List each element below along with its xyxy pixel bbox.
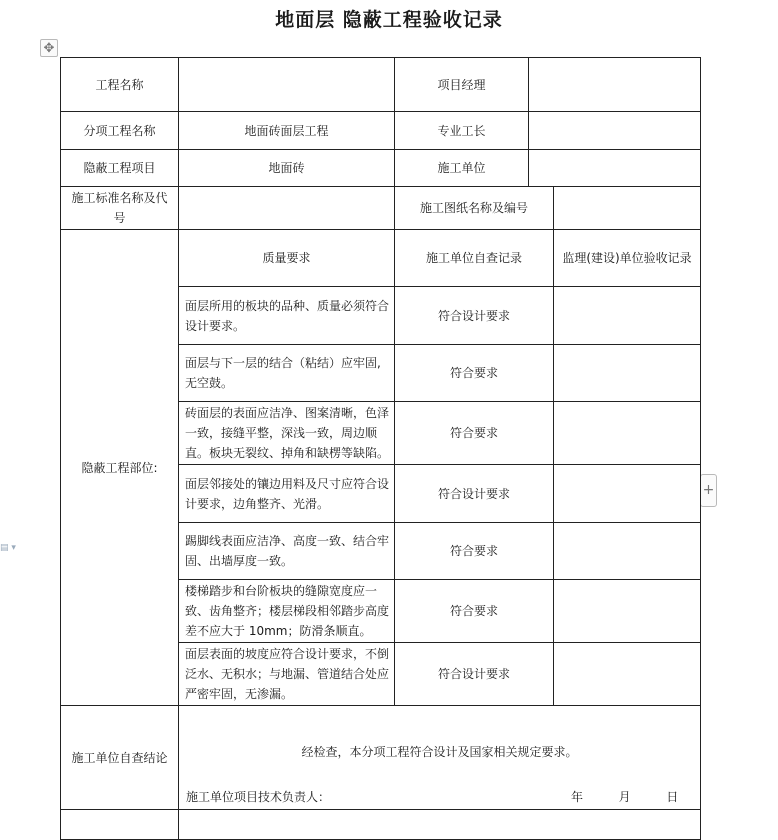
sub-project-label: 分项工程名称 [61,112,179,150]
supervisor-record[interactable] [554,465,701,523]
next-row-label [61,810,179,840]
year-label: 年 [571,790,584,804]
project-name-value[interactable] [179,58,395,112]
foreman-label: 专业工长 [395,112,529,150]
self-check-result[interactable]: 符合要求 [395,402,554,465]
self-check-result[interactable]: 符合设计要求 [395,465,554,523]
inspection-record-table [60,57,701,840]
column-quality-header: 质量要求 [179,230,395,287]
conclusion-cell[interactable] [179,706,701,810]
self-check-result[interactable]: 符合设计要求 [395,643,554,706]
requirement-text: 面层与下一层的结合（粘结）应牢固,无空鼓。 [179,345,395,402]
hidden-item-label: 隐蔽工程项目 [61,150,179,187]
requirement-text: 面层表面的坡度应符合设计要求，不倒泛水、无积水；与地漏、管道结合处应严密牢固，无渗漏。 [179,643,395,706]
add-column-icon[interactable]: + [700,474,717,507]
side-toolbar-icon[interactable]: ▤ ▾ [0,543,16,553]
self-check-result[interactable]: 符合要求 [395,523,554,580]
column-supervisor-header: 监理(建设)单位验收记录 [554,230,701,287]
self-check-result[interactable]: 符合要求 [395,345,554,402]
requirement-text: 面层邻接处的镶边用料及尺寸应符合设计要求，边角整齐、光滑。 [179,465,395,523]
standard-value[interactable] [179,187,395,230]
drawing-value[interactable] [554,187,701,230]
next-row-value[interactable] [179,810,701,840]
date-area [571,787,678,807]
requirement-text: 踢脚线表面应洁净、高度一致、结合牢固、出墙厚度一致。 [179,523,395,580]
project-manager-value[interactable] [529,58,701,112]
contractor-value[interactable] [529,150,701,187]
supervisor-record[interactable] [554,643,701,706]
supervisor-record[interactable] [554,345,701,402]
contractor-label: 施工单位 [395,150,529,187]
self-check-result[interactable]: 符合设计要求 [395,287,554,345]
requirement-text: 楼梯踏步和台阶板块的缝隙宽度应一致、齿角整齐；楼层梯段相邻踏步高度差不应大于 10mm；防滑条顺直。 [179,580,395,643]
foreman-value[interactable] [529,112,701,150]
supervisor-record[interactable] [554,523,701,580]
conclusion-label: 施工单位自查结论 [61,706,179,810]
signer-label: 施工单位项目技术负责人： [186,790,331,804]
requirement-text: 砖面层的表面应洁净、图案清晰，色泽一致，接缝平整，深浅一致，周边顺直。板块无裂纹、掉角和缺楞等缺陷。 [179,402,395,465]
supervisor-record[interactable] [554,580,701,643]
conclusion-text: 经检查，本分项工程符合设计及国家相关规定要求。 [301,745,578,759]
move-handle-icon[interactable]: ✥ [40,39,58,57]
supervisor-record[interactable] [554,402,701,465]
day-label: 日 [666,790,679,804]
project-name-label: 工程名称 [61,58,179,112]
project-manager-label: 项目经理 [395,58,529,112]
sub-project-value[interactable]: 地面砖面层工程 [179,112,395,150]
self-check-result[interactable]: 符合要求 [395,580,554,643]
supervisor-record[interactable] [554,287,701,345]
signature-row [186,787,700,807]
page-title: 地面层 隐蔽工程验收记录 [275,9,503,31]
hidden-item-value[interactable]: 地面砖 [179,150,395,187]
month-label: 月 [618,790,631,804]
standard-label: 施工标准名称及代号 [61,187,179,230]
hidden-location-label: 隐蔽工程部位: [61,230,179,706]
drawing-label: 施工图纸名称及编号 [395,187,554,230]
column-self-check-header: 施工单位自查记录 [395,230,554,287]
requirement-text: 面层所用的板块的品种、质量必须符合设计要求。 [179,287,395,345]
